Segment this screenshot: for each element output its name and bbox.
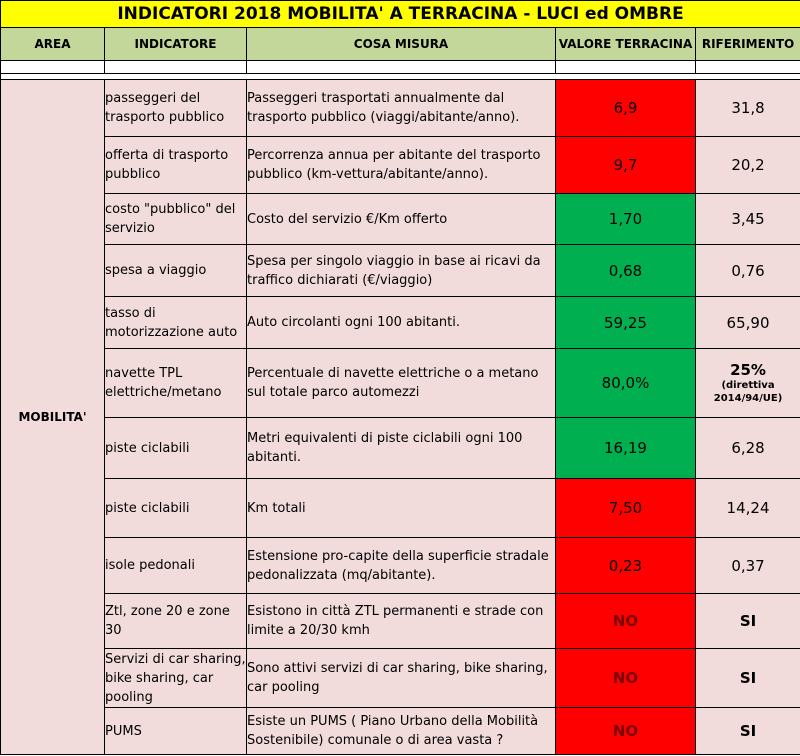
valore-cell: NO [556, 708, 696, 755]
table-title: INDICATORI 2018 MOBILITA' A TERRACINA - LUCI ed OMBRE [1, 1, 800, 28]
misura-cell: Km totali [247, 479, 556, 538]
riferimento-cell: SI [696, 594, 800, 649]
indicatore-cell: piste ciclabili [105, 418, 247, 479]
indicatore-cell: passeggeri del trasporto pubblico [105, 80, 247, 137]
indicatore-cell: PUMS [105, 708, 247, 755]
riferimento-cell: 3,45 [696, 194, 800, 245]
valore-cell: NO [556, 594, 696, 649]
col-header-riferimento: RIFERIMENTO [696, 28, 800, 61]
spacer-cell [247, 61, 556, 74]
table-row [1, 349, 800, 418]
spacer-cell [105, 61, 247, 74]
valore-cell: 9,7 [556, 137, 696, 194]
valore-cell: 16,19 [556, 418, 696, 479]
col-header-area: AREA [1, 28, 105, 61]
misura-cell: Passeggeri trasportati annualmente dal trasporto pubblico (viaggi/abitante/anno). [247, 80, 556, 137]
riferimento-cell: SI [696, 708, 800, 755]
table-row [1, 297, 800, 349]
misura-cell: Esistono in città ZTL permanenti e strade con limite a 20/30 kmh [247, 594, 556, 649]
valore-cell: 1,70 [556, 194, 696, 245]
misura-cell: Metri equivalenti di piste ciclabili ogni 100 abitanti. [247, 418, 556, 479]
misura-cell: Esiste un PUMS ( Piano Urbano della Mobilità Sostenibile) comunale o di area vasta ? [247, 708, 556, 755]
table-row [1, 594, 800, 649]
misura-cell: Costo del servizio €/Km offerto [247, 194, 556, 245]
spacer-cell [1, 61, 105, 74]
area-cell: MOBILITA' [1, 80, 105, 755]
indicatore-cell: Servizi di car sharing, bike sharing, car pooling [105, 649, 247, 708]
table-row [1, 479, 800, 538]
indicatore-cell: costo "pubblico" del servizio [105, 194, 247, 245]
table-row [1, 194, 800, 245]
table-row [1, 418, 800, 479]
spacer-cell [556, 61, 696, 74]
valore-cell: 80,0% [556, 349, 696, 418]
valore-cell: 0,23 [556, 538, 696, 594]
indicatore-cell: offerta di trasporto pubblico [105, 137, 247, 194]
valore-cell: NO [556, 649, 696, 708]
riferimento-cell: 0,76 [696, 245, 800, 297]
riferimento-note: (direttiva 2014/94/UE) [713, 380, 783, 404]
table-row [1, 245, 800, 297]
misura-cell: Auto circolanti ogni 100 abitanti. [247, 297, 556, 349]
table-row [1, 649, 800, 708]
riferimento-cell: 6,28 [696, 418, 800, 479]
indicatore-cell: tasso di motorizzazione auto [105, 297, 247, 349]
riferimento-cell: 14,24 [696, 479, 800, 538]
riferimento-cell: 0,37 [696, 538, 800, 594]
spacer-cell [696, 61, 800, 74]
misura-cell: Sono attivi servizi di car sharing, bike sharing, car pooling [247, 649, 556, 708]
valore-cell: 6,9 [556, 80, 696, 137]
valore-cell: 0,68 [556, 245, 696, 297]
indicatore-cell: piste ciclabili [105, 479, 247, 538]
riferimento-cell: 65,90 [696, 297, 800, 349]
valore-cell: 7,50 [556, 479, 696, 538]
misura-cell: Percorrenza annua per abitante del trasporto pubblico (km-vettura/abitante/anno). [247, 137, 556, 194]
misura-cell: Percentuale di navette elettriche o a metano sul totale parco automezzi [247, 349, 556, 418]
col-header-indicatore: INDICATORE [105, 28, 247, 61]
riferimento-cell: 31,8 [696, 80, 800, 137]
indicatore-cell: Ztl, zone 20 e zone 30 [105, 594, 247, 649]
table-row [1, 137, 800, 194]
riferimento-cell [696, 349, 800, 418]
indicatore-cell: isole pedonali [105, 538, 247, 594]
indicatore-cell: navette TPL elettriche/metano [105, 349, 247, 418]
misura-cell: Estensione pro-capite della superficie stradale pedonalizzata (mq/abitante). [247, 538, 556, 594]
riferimento-cell: SI [696, 649, 800, 708]
col-header-cosa-misura: COSA MISURA [247, 28, 556, 61]
table-row [1, 538, 800, 594]
riferimento-cell: 20,2 [696, 137, 800, 194]
table-row [1, 708, 800, 755]
valore-cell: 59,25 [556, 297, 696, 349]
col-header-valore: VALORE TERRACINA [556, 28, 696, 61]
misura-cell: Spesa per singolo viaggio in base ai ricavi da traffico dichiarati (€/viaggio) [247, 245, 556, 297]
riferimento-value: 25% [730, 361, 766, 379]
indicatore-cell: spesa a viaggio [105, 245, 247, 297]
table-row [1, 80, 800, 137]
